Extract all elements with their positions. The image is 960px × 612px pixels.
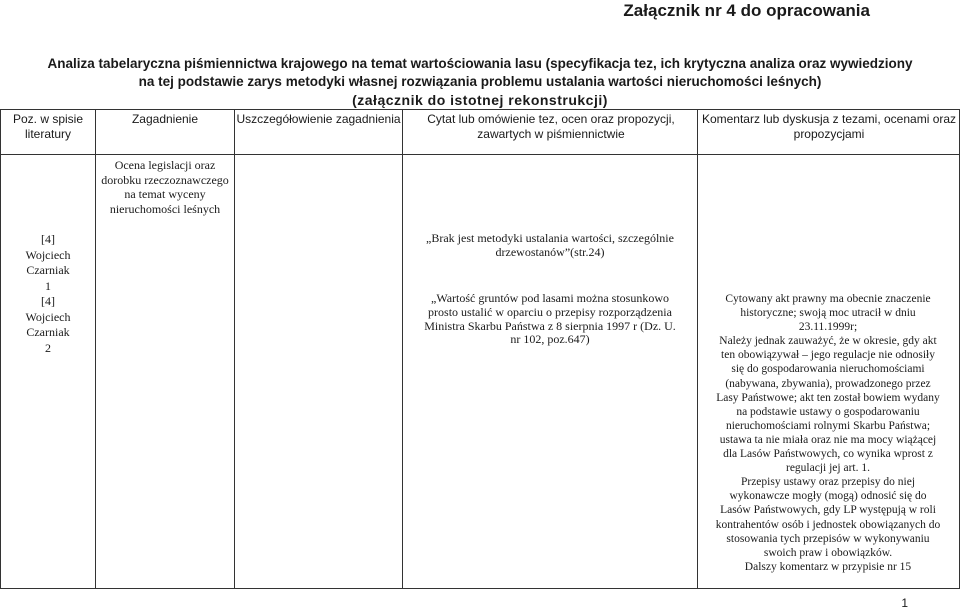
comment-line: Przepisy ustawy oraz przepisy do niej xyxy=(740,476,916,489)
comment-line: Dalszy komentarz w przypisie nr 15 xyxy=(744,560,912,573)
comment-line: Cytowany akt prawny ma obecnie znaczenie xyxy=(725,293,931,305)
title-line-3: (załącznik do istotnej rekonstrukcji) xyxy=(352,92,608,108)
comment-line: ten obowiązywał – jego regulacje nie odnosiły xyxy=(721,349,935,362)
position-line: Czarniak xyxy=(26,263,70,277)
column-divider-1 xyxy=(0,109,1,589)
comment-line: 23.11.1999r; xyxy=(798,321,858,334)
comment-line: Należy jednak zauważyć, że w okresie, gdy akt xyxy=(719,335,937,348)
citation-line: „Brak jest metodyki ustalania wartości, szczególnie xyxy=(426,231,674,245)
document-title xyxy=(0,55,960,109)
header-topic: Zagadnienie xyxy=(131,112,199,126)
header-citation: Cytat lub omówienie tez, ocen oraz propozycji, zawartych w piśmiennictwie xyxy=(427,112,675,141)
comment-line: na podstawie ustawy o gospodarowaniu xyxy=(736,405,920,418)
title-line-2: na tej podstawie zarys metodyki własnej rozwiązania problemu ustalania wartości nieruchomości leśnych) xyxy=(138,74,822,89)
column-divider-2 xyxy=(95,109,96,589)
citation-1 xyxy=(404,232,696,260)
header-comment: Komentarz lub dyskusja z tezami, ocenami oraz propozycjami xyxy=(701,112,957,141)
position-line: 2 xyxy=(45,340,51,355)
citation-line: „Wartość gruntów pod lasami można stosunkowo xyxy=(431,291,669,305)
citation-2 xyxy=(404,292,696,347)
column-divider-3 xyxy=(234,109,235,589)
title-line-1: Analiza tabelaryczna piśmiennictwa krajowego na temat wartościowania lasu (specyfikacja tez, ich krytyczna analiza oraz wywiedziony xyxy=(47,56,913,71)
comment-line: (nabywana, zbywania), prowadzonego przez xyxy=(725,377,931,390)
comment-line: stosowania tych przepisów w wykonywaniu xyxy=(726,532,930,545)
column-divider-4 xyxy=(402,109,403,589)
header-detail: Uszczegółowienie zagadnienia xyxy=(236,112,401,126)
position-cell xyxy=(2,232,94,356)
comment-line: Lasy Państwowe; akt ten został bowiem wydany xyxy=(716,391,940,404)
citation-line: Ministra Skarbu Państwa z 8 sierpnia 1997 r (Dz. U. xyxy=(424,318,676,333)
comment-line: nieruchomościami rolnymi Skarbu Państwa; xyxy=(725,419,931,432)
header-position: Poz. w spisie literatury xyxy=(12,112,84,141)
comment-cell xyxy=(698,292,958,574)
position-line: Czarniak xyxy=(26,325,70,339)
position-line: 1 xyxy=(45,278,51,293)
comment-line: wykonawcze mogły (mogą) odnosić się do xyxy=(729,490,927,503)
topic-cell: Ocena legislacji oraz dorobku rzeczoznawczego na temat wyceny nieruchomości leśnych xyxy=(101,158,229,216)
comment-line: Lasów Państwowych, gdy LP występują w roli xyxy=(720,504,936,517)
comment-line: kontrahentów osób i jednostek obowiązanych do xyxy=(715,518,941,531)
table-top-border xyxy=(0,109,960,110)
comment-line: dla Lasów Państwowych, co wynika wprost z xyxy=(723,448,933,461)
comment-line: swoich praw i obowiązków. xyxy=(763,546,893,559)
page-number: 1 xyxy=(901,596,908,610)
comment-line: się do gospodarowania nieruchomościami xyxy=(731,363,925,376)
attachment-label: Załącznik nr 4 do opracowania xyxy=(623,1,870,20)
comment-line: regulacji jej art. 1. xyxy=(786,462,870,475)
table-header-divider xyxy=(0,154,960,155)
position-line: Wojciech xyxy=(25,247,71,262)
position-line: [4] xyxy=(41,294,55,308)
table-bottom-border xyxy=(0,588,960,589)
citation-line: nr 102, poz.647) xyxy=(510,332,590,347)
position-line: Wojciech xyxy=(25,309,71,324)
citation-line: prosto ustalić w oparciu o przepisy rozporządzenia xyxy=(428,304,672,319)
citation-line: drzewostanów”(str.24) xyxy=(495,244,605,259)
position-line: [4] xyxy=(41,232,55,246)
comment-line: historyczne; swoją moc utracił w dniu xyxy=(740,307,916,320)
comment-line: ustawa ta nie miała oraz nie ma mocy wiążącej xyxy=(719,433,937,446)
